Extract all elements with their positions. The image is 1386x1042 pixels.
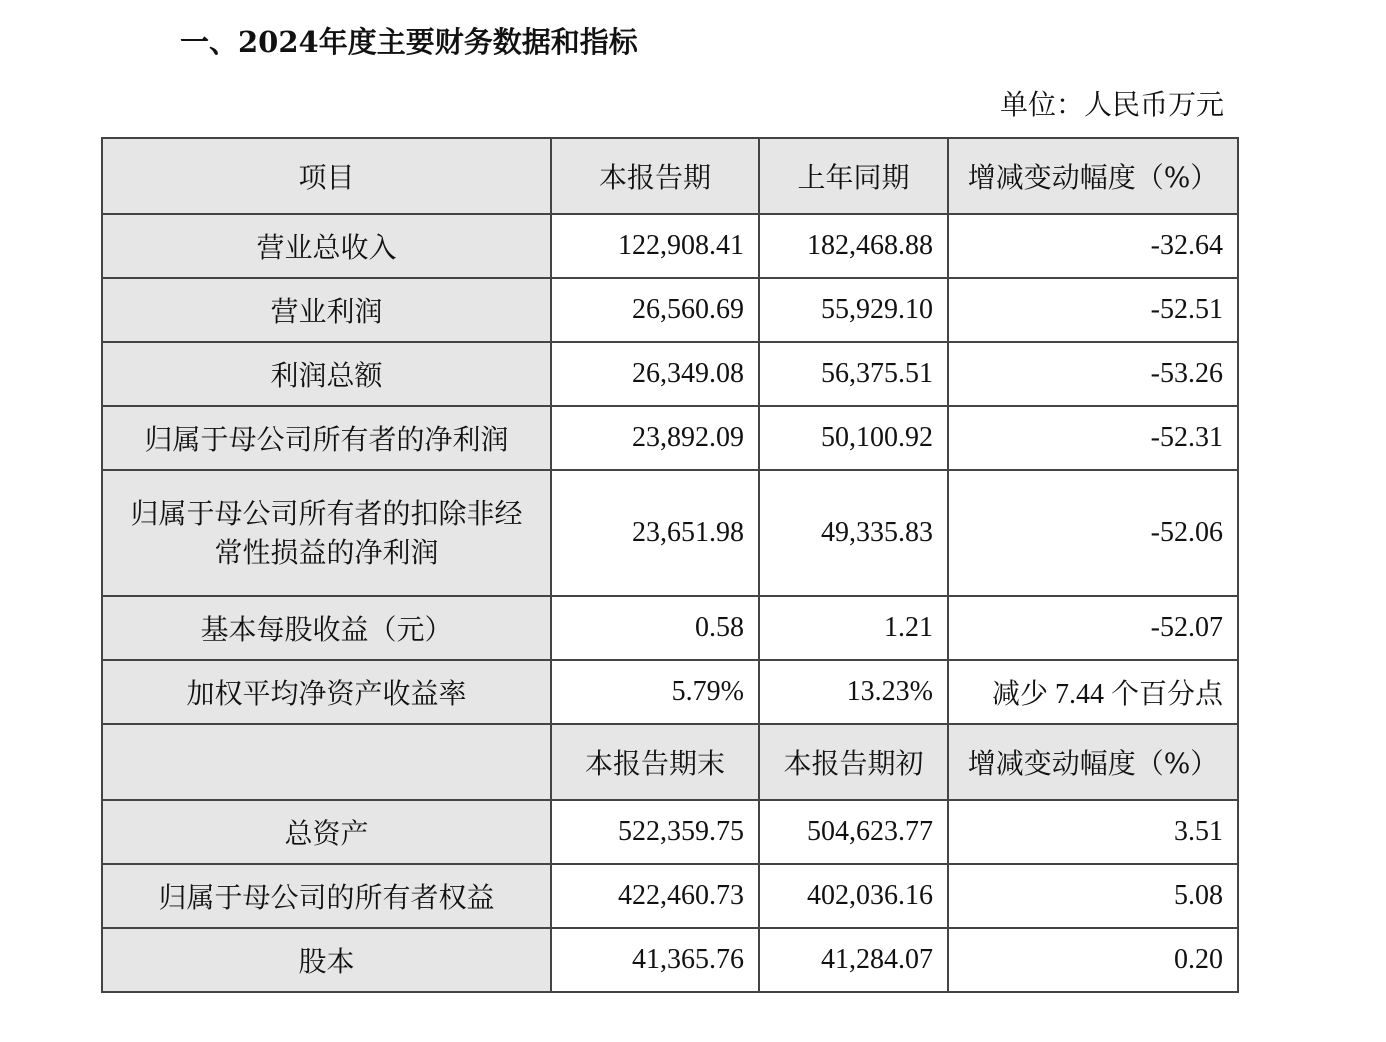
row-label: 归属于母公司所有者的净利润	[102, 406, 551, 470]
current-value: 23,892.09	[551, 406, 759, 470]
table-row	[102, 596, 1238, 660]
table-row	[102, 800, 1238, 864]
table-row	[102, 660, 1238, 724]
unit-label: 单位：人民币万元	[999, 88, 1224, 121]
table-row	[102, 342, 1238, 406]
header-item: 项目	[102, 138, 551, 214]
subheader-change: 增减变动幅度（%）	[948, 724, 1238, 800]
table-row	[102, 214, 1238, 278]
change-value: 3.51	[948, 800, 1238, 864]
table-row	[102, 928, 1238, 992]
financial-table	[101, 137, 1239, 993]
subheader-current: 本报告期末	[551, 724, 759, 800]
row-label: 基本每股收益（元）	[102, 596, 551, 660]
header-prior: 上年同期	[759, 138, 948, 214]
current-value: 41,365.76	[551, 928, 759, 992]
current-value: 26,560.69	[551, 278, 759, 342]
row-label: 加权平均净资产收益率	[102, 660, 551, 724]
prior-value: 41,284.07	[759, 928, 948, 992]
change-value: -52.07	[948, 596, 1238, 660]
row-label: 股本	[102, 928, 551, 992]
change-value: -52.51	[948, 278, 1238, 342]
current-value: 122,908.41	[551, 214, 759, 278]
change-value: -52.06	[948, 470, 1238, 596]
table-row	[102, 864, 1238, 928]
table-row	[102, 278, 1238, 342]
subheader-prior: 本报告期初	[759, 724, 948, 800]
section-title: 一、2024年度主要财务数据和指标	[180, 25, 638, 59]
prior-value: 504,623.77	[759, 800, 948, 864]
current-value: 26,349.08	[551, 342, 759, 406]
current-value: 422,460.73	[551, 864, 759, 928]
change-value: -32.64	[948, 214, 1238, 278]
change-value: -53.26	[948, 342, 1238, 406]
table-row	[102, 406, 1238, 470]
table-row	[102, 470, 1238, 596]
header-current: 本报告期	[551, 138, 759, 214]
row-label: 归属于母公司所有者的扣除非经常性损益的净利润	[102, 470, 551, 596]
prior-value: 1.21	[759, 596, 948, 660]
prior-value: 49,335.83	[759, 470, 948, 596]
table-subheader-row	[102, 724, 1238, 800]
prior-value: 402,036.16	[759, 864, 948, 928]
prior-value: 55,929.10	[759, 278, 948, 342]
current-value: 0.58	[551, 596, 759, 660]
row-label: 营业利润	[102, 278, 551, 342]
current-value: 23,651.98	[551, 470, 759, 596]
prior-value: 13.23%	[759, 660, 948, 724]
row-label: 总资产	[102, 800, 551, 864]
row-label: 营业总收入	[102, 214, 551, 278]
prior-value: 56,375.51	[759, 342, 948, 406]
current-value: 5.79%	[551, 660, 759, 724]
change-value: 5.08	[948, 864, 1238, 928]
table-header-row	[102, 138, 1238, 214]
change-value: -52.31	[948, 406, 1238, 470]
header-change: 增减变动幅度（%）	[948, 138, 1238, 214]
row-label: 利润总额	[102, 342, 551, 406]
prior-value: 182,468.88	[759, 214, 948, 278]
current-value: 522,359.75	[551, 800, 759, 864]
subheader-item	[102, 724, 551, 800]
change-value: 0.20	[948, 928, 1238, 992]
change-value: 减少 7.44 个百分点	[948, 660, 1238, 724]
row-label: 归属于母公司的所有者权益	[102, 864, 551, 928]
prior-value: 50,100.92	[759, 406, 948, 470]
